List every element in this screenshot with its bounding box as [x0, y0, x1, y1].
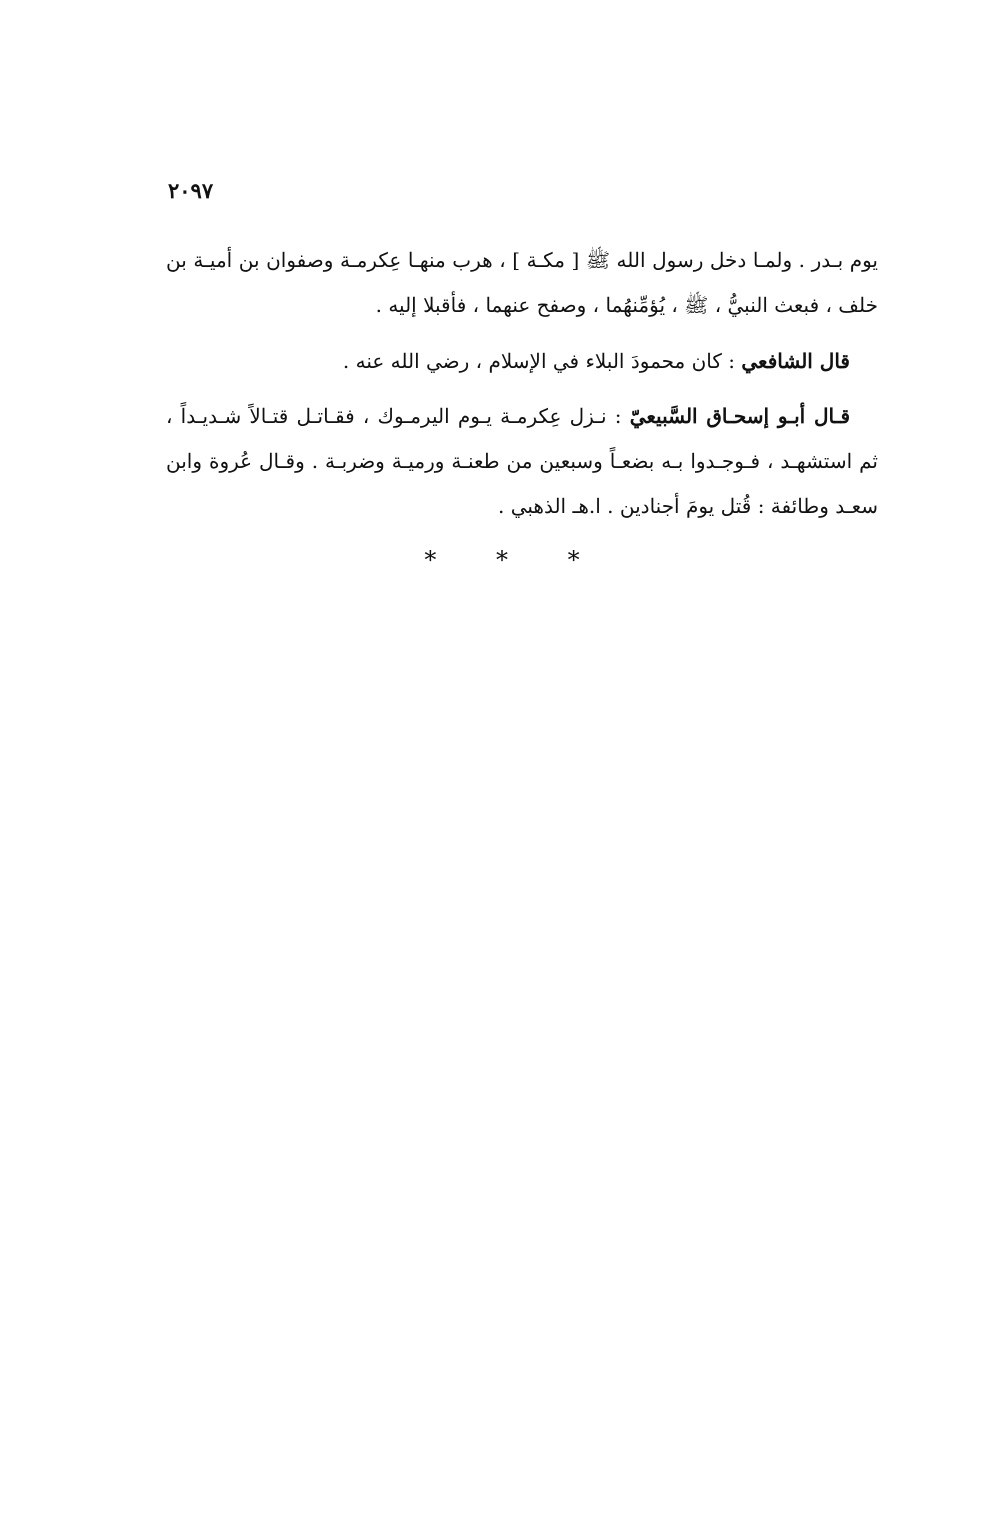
- text-block-top: [166, 238, 878, 328]
- page-number: ٢٠٩٧: [168, 178, 214, 203]
- paragraph-3-label: قـال أبـو إسحـاق السَّبيعيّ: [629, 404, 851, 428]
- paragraph-1-text: يوم بـدر . ولمـا دخل رسول الله ﷺ [ مكـة ] ، هرب منهـا عِكرمـة وصفوان بن أميـة بن خلف ، فبعث النبيُّ ، ﷺ ، يُؤمِّنهُما ، وصفح عنهما ، فأقبلا إليه .: [166, 248, 878, 317]
- paragraph-2-label: قال الشافعي: [741, 349, 850, 373]
- paragraph-2-text: : كان محمودَ البلاء في الإسلام ، رضي الله عنه .: [342, 349, 736, 373]
- section-separator: * * *: [424, 546, 606, 574]
- paragraph-3-text: : نـزل عِكرمـة يـوم اليرمـوك ، فقـاتـل قتـالاً شـديـداً ، ثم استشهـد ، فـوجـدوا بـه بضعـاً وسبعين من طعنـة ورميـة وضربـة . وقـال عُروة وابن سعـد وطائفة : قُتل يومَ أجنادين . ا.هـ الذهبي .: [166, 404, 878, 518]
- text-block-shafii: [166, 339, 878, 384]
- text-block-sabiee: [166, 394, 878, 529]
- paragraph-1: [166, 238, 878, 328]
- paragraph-3: [166, 394, 878, 529]
- paragraph-2: [166, 339, 878, 384]
